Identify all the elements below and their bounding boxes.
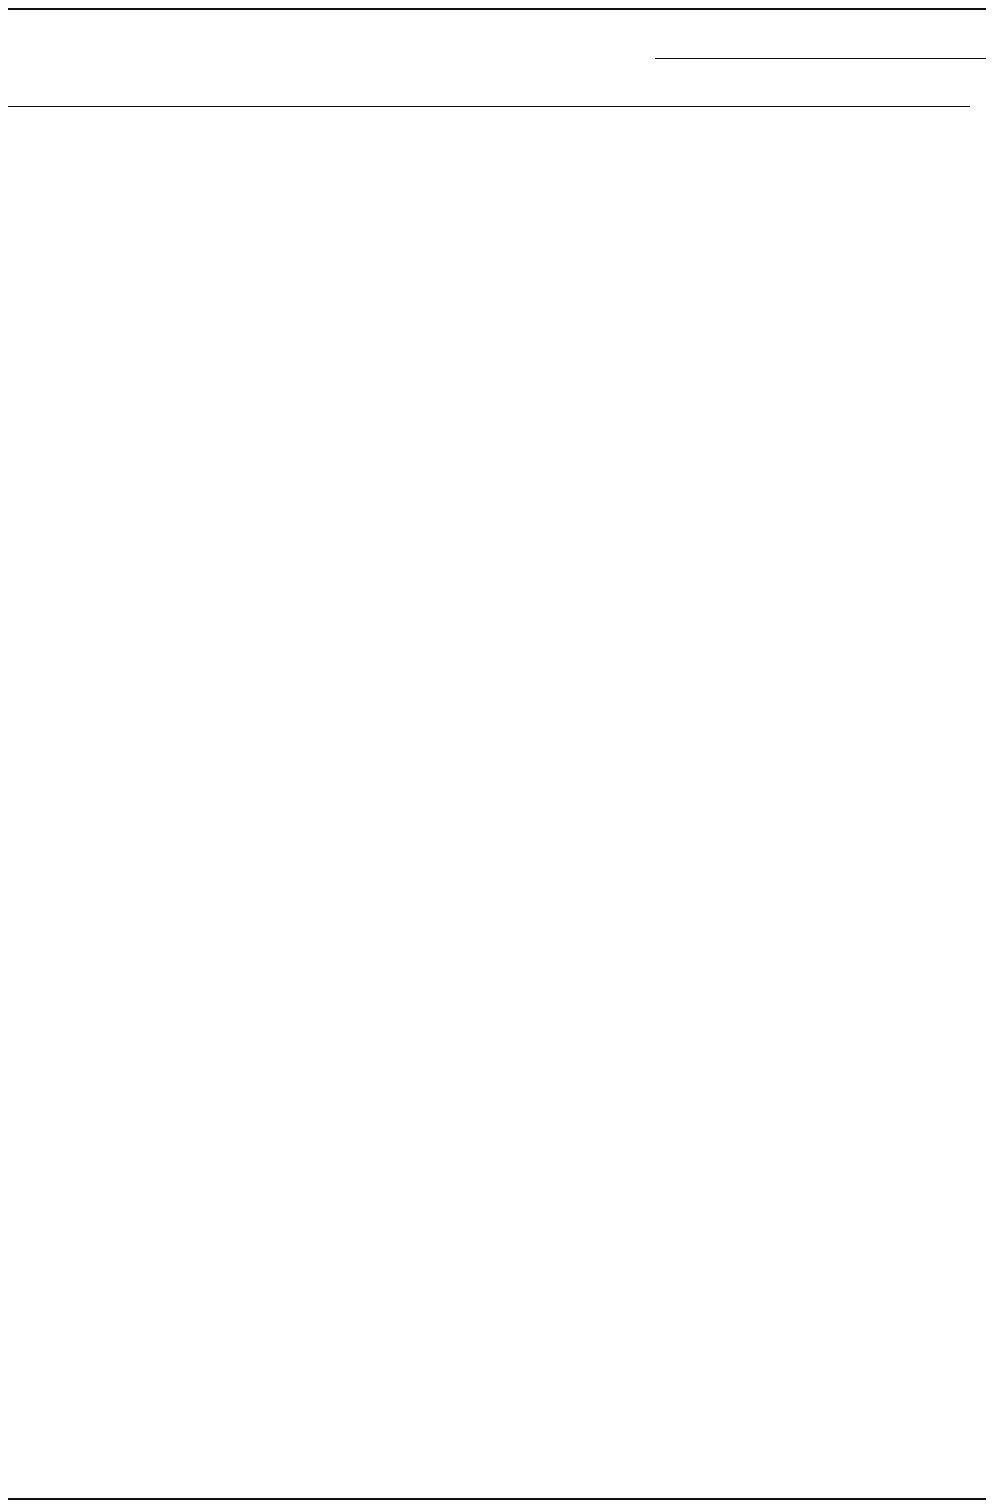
top-rule [8,8,986,10]
header-bottom-rule [8,106,970,107]
header-sub-rule [655,58,986,59]
bottom-rule [8,1498,986,1500]
